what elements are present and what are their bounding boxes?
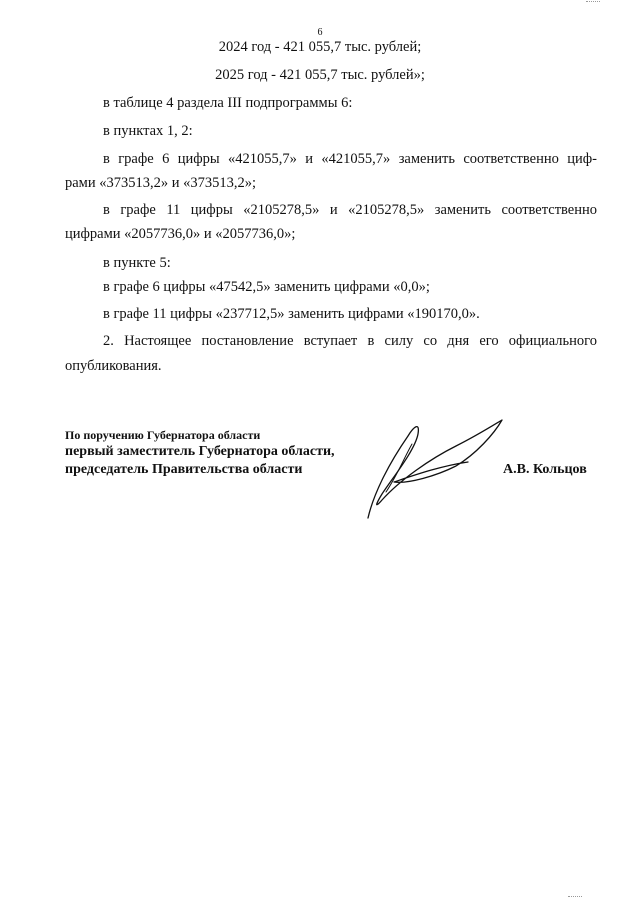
text-point-5: в пункте 5: [103,255,171,271]
text-column6-line2: рами «373513,2» и «373513,2»; [65,175,257,191]
text-column11-line2: цифрами «2057736,0» и «2057736,0»; [65,226,296,242]
text-paragraph2-line1: 2. Настоящее постановление вступает в силу со дня его официального [103,333,597,349]
scan-mark-top [586,1,600,3]
signature-position-line2: первый заместитель Губернатора области, [65,444,335,459]
text-column6-line1: в графе 6 цифры «421055,7» и «421055,7» заменить соответственно циф- [103,151,597,167]
signature-position-line3: председатель Правительства области [65,462,303,477]
text-column6-point5: в графе 6 цифры «47542,5» заменить цифрами «0,0»; [103,279,430,295]
text-paragraph2-line2: опубликования. [65,358,162,374]
text-column11-point5: в графе 11 цифры «237712,5» заменить цифрами «190170,0». [103,306,480,322]
text-column11-line1: в графе 11 цифры «2105278,5» и «2105278,5» заменить соответственно [103,202,597,218]
handwritten-signature [360,414,520,524]
text-points-1-2: в пунктах 1, 2: [103,123,193,139]
signature-position-line1: По поручению Губернатора области [65,428,261,442]
text-table-reference: в таблице 4 раздела III подпрограммы 6: [103,95,353,111]
signatory-name: А.В. Кольцов [503,462,587,477]
page-number: 6 [317,27,323,38]
scan-mark-bottom [568,896,582,898]
text-line-2024: 2024 год - 421 055,7 тыс. рублей; [218,39,422,55]
text-line-2025: 2025 год - 421 055,7 тыс. рублей»; [215,67,425,83]
